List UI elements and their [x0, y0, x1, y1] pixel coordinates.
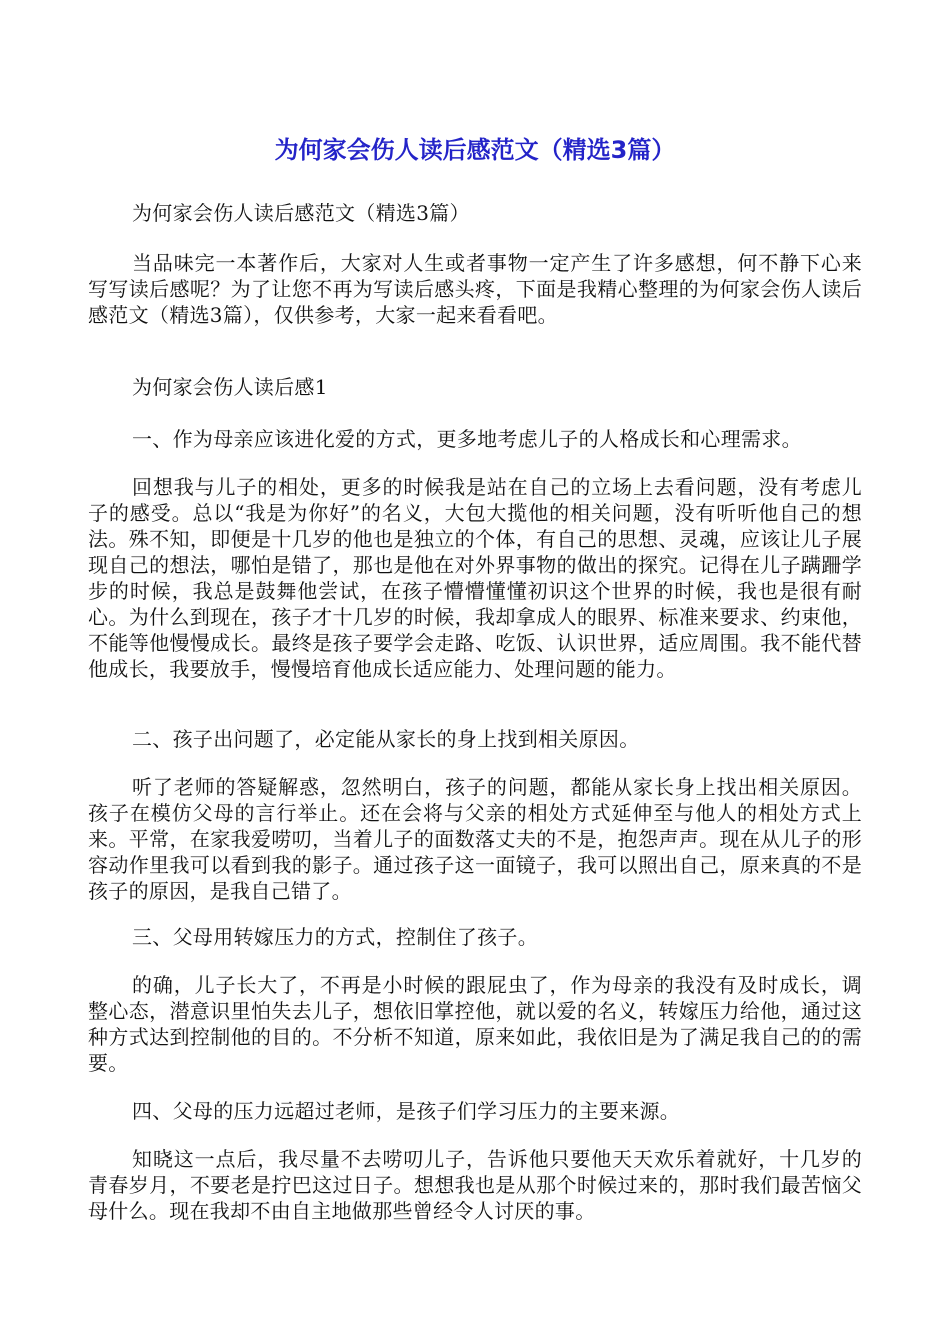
point-one-heading: 一、作为母亲应该进化爱的方式，更多地考虑儿子的人格成长和心理需求。 — [132, 427, 802, 451]
point-two-body: 听了老师的答疑解惑，忽然明白，孩子的问题，都能从家长身上找出相关原因。孩子在模仿父母的言行举止。还在会将与父亲的相处方式延伸至与他人的相处方式上来。平常，在家我爱唠叨，当着儿子的面数落丈夫的不是，抱怨声声。现在从儿子的形容动作里我可以看到我的影子。通过孩子这一面镜子，我可以照出自己，原来真的不是孩子的原因，是我自己错了。 — [88, 775, 862, 903]
document-title: 为何家会伤人读后感范文（精选3篇） — [274, 136, 676, 164]
point-four-heading: 四、父母的压力远超过老师，是孩子们学习压力的主要来源。 — [132, 1099, 681, 1123]
point-two-heading: 二、孩子出问题了，必定能从家长的身上找到相关原因。 — [132, 727, 640, 751]
point-one-body: 回想我与儿子的相处，更多的时候我是站在自己的立场上去看问题，没有考虑儿子的感受。总以“我是为你好”的名义，大包大揽他的相关问题，没有听听他自己的想法。殊不知，即便是十几岁的他也是独立的个体，有自己的思想、灵魂，应该让儿子展现自己的想法，哪怕是错了，那也是他在对外界事物的做出的探究。记得在儿子蹒跚学步的时候，我总是鼓舞他尝试，在孩子懵懵懂懂初识这个世界的时候，我也是很有耐心。为什么到现在，孩子才十几岁的时候，我却拿成人的眼界、标准来要求、约束他，不能等他慢慢成长。最终是孩子要学会走路、吃饭、认识世界，适应周围。我不能代替他成长，我要放手，慢慢培育他成长适应能力、处理问题的能力。 — [88, 475, 862, 681]
point-four-body: 知晓这一点后，我尽量不去唠叨儿子，告诉他只要他天天欢乐着就好，十几岁的青春岁月，不要老是拧巴这过日子。想想我也是从那个时候过来的，那时我们最苦恼父母什么。现在我却不由自主地做那些曾经令人讨厌的事。 — [88, 1147, 862, 1223]
section-heading: 为何家会伤人读后感1 — [132, 375, 328, 399]
intro-heading: 为何家会伤人读后感范文（精选3篇） — [132, 201, 470, 225]
intro-paragraph: 当品味完一本著作后，大家对人生或者事物一定产生了许多感想，何不静下心来写写读后感呢？为了让您不再为写读后感头疼，下面是我精心整理的为何家会伤人读后感范文（精选3篇），仅供参考，大家一起来看看吧。 — [88, 251, 862, 327]
point-three-body: 的确，儿子长大了，不再是小时候的跟屁虫了，作为母亲的我没有及时成长，调整心态，潜意识里怕失去儿子，想依旧掌控他，就以爱的名义，转嫁压力给他，通过这种方式达到控制他的目的。不分析不知道，原来如此，我依旧是为了满足我自己的的需要。 — [88, 973, 862, 1075]
point-three-heading: 三、父母用转嫁压力的方式，控制住了孩子。 — [132, 925, 538, 949]
